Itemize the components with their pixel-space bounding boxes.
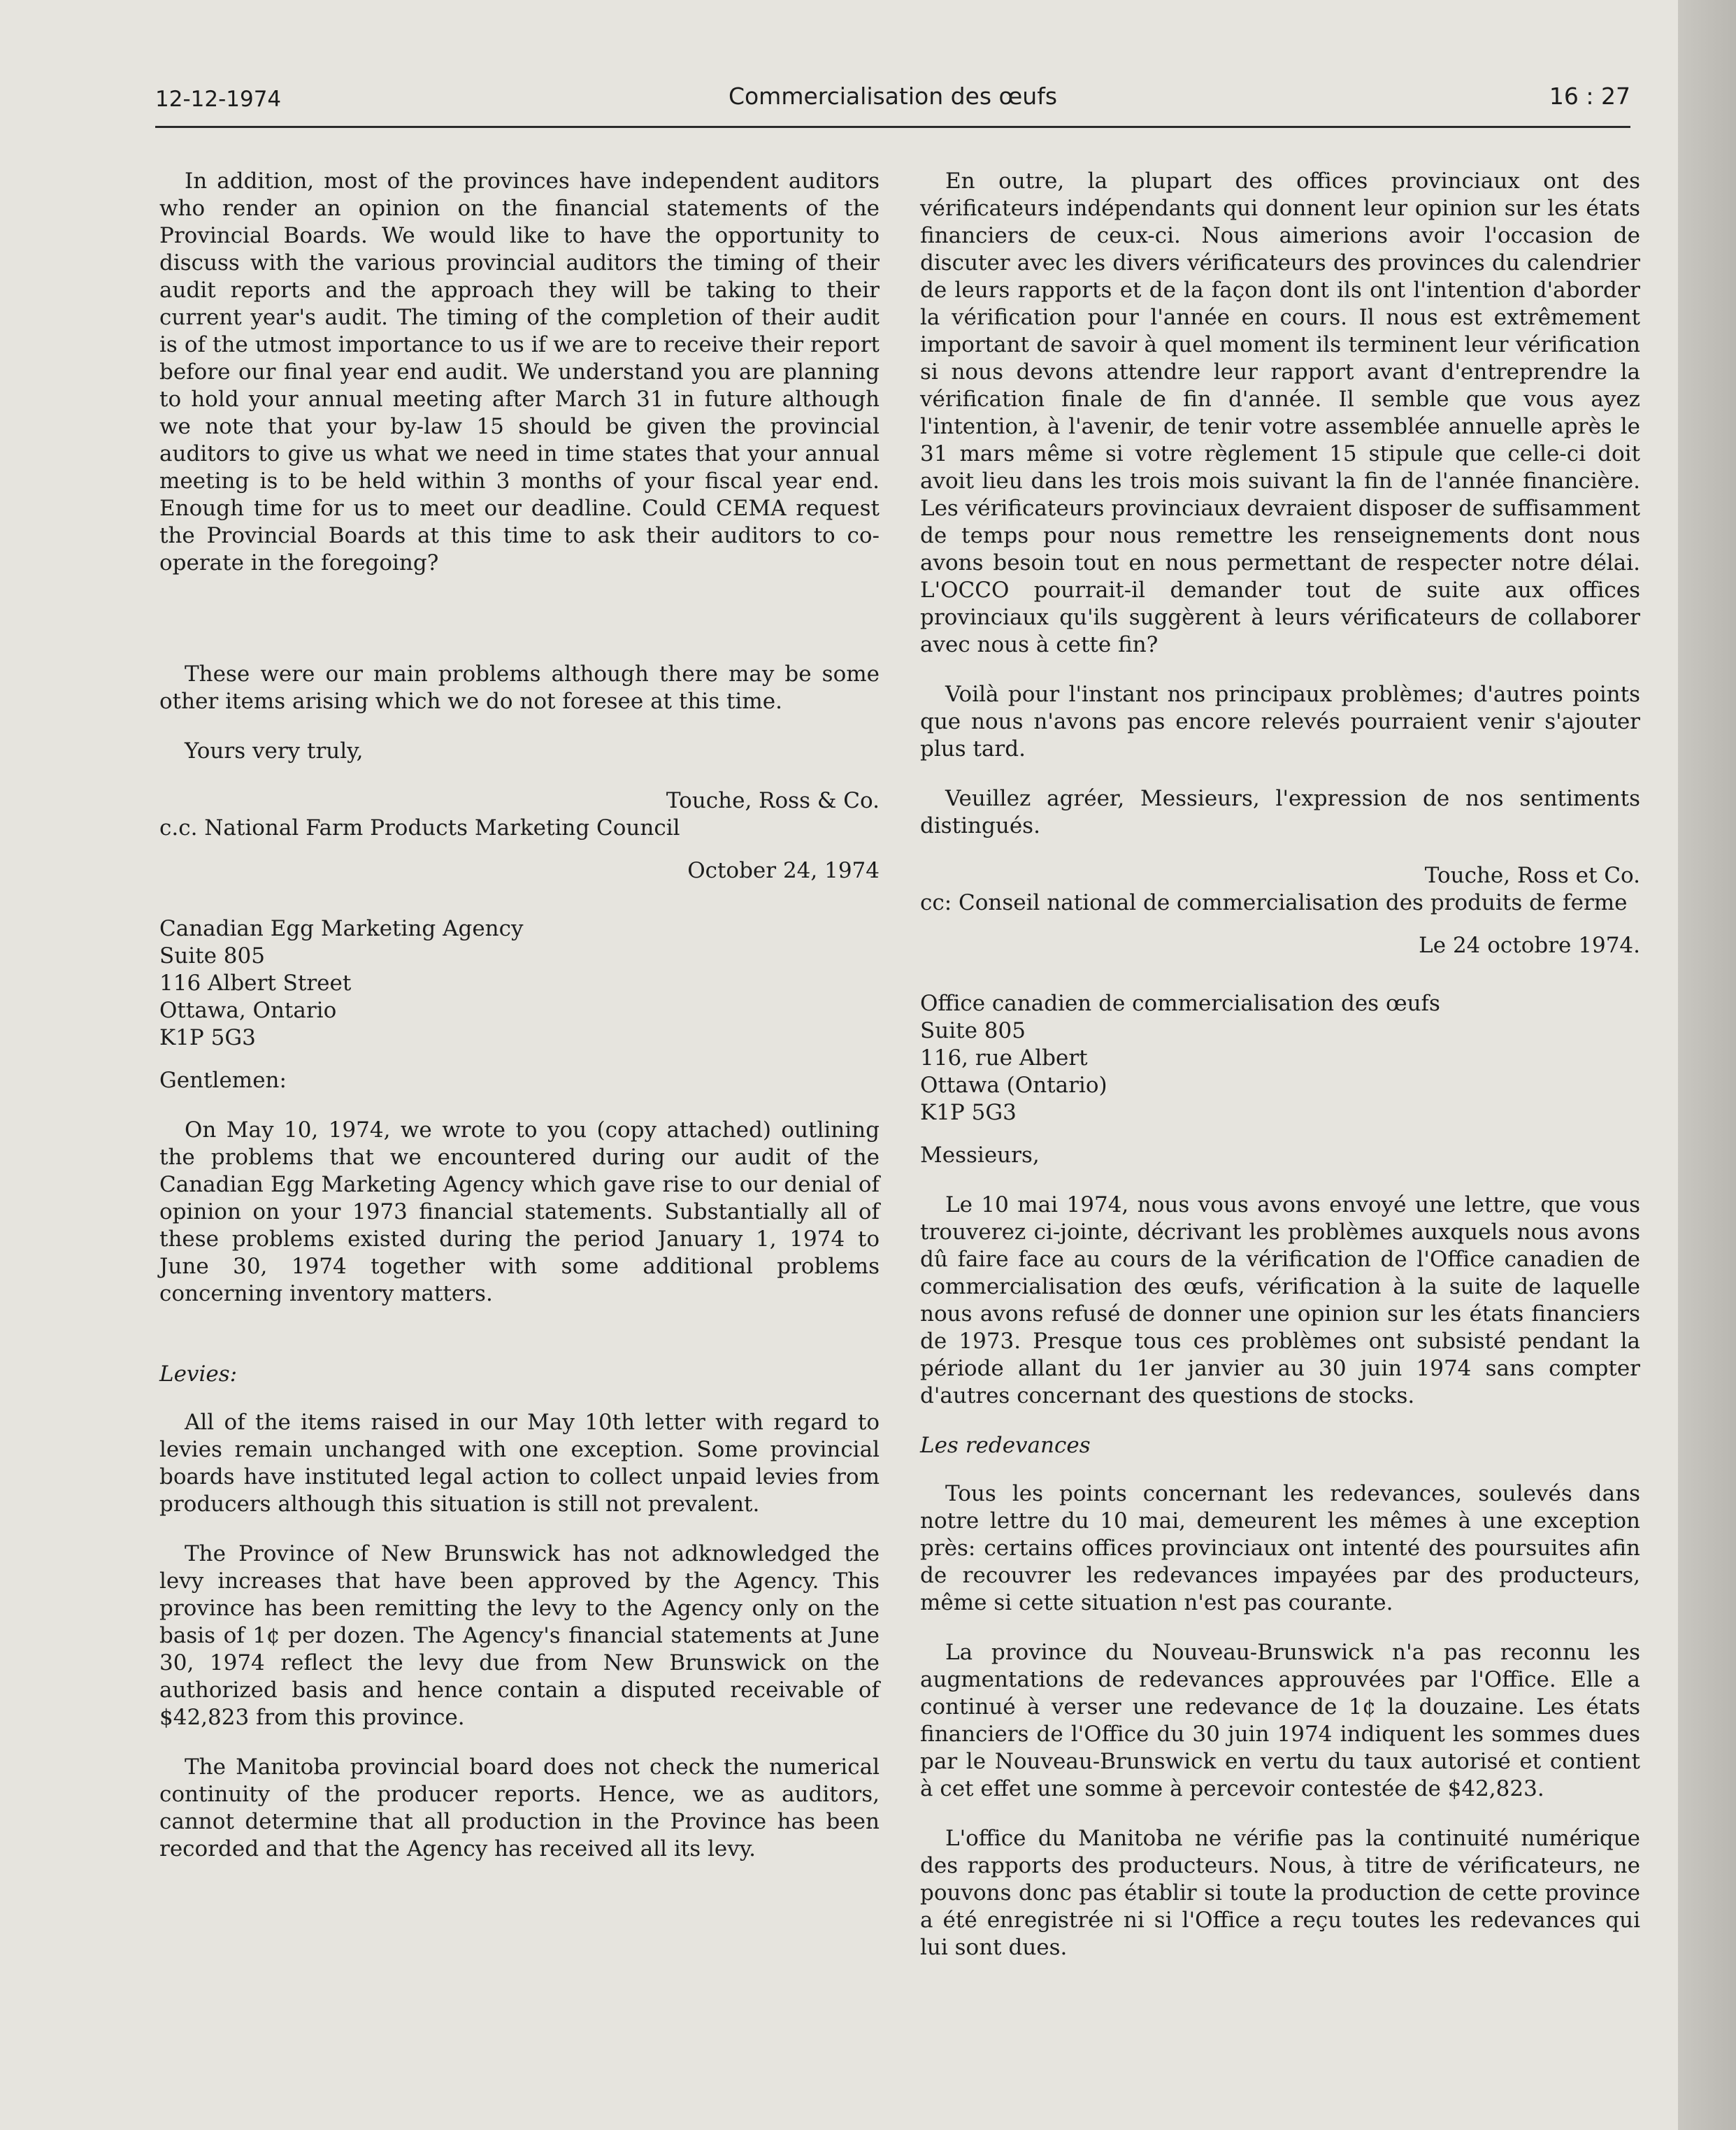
en-signature: Touche, Ross & Co. [666,788,880,813]
fr-address-line: Ottawa (Ontario) [920,1073,1107,1098]
fr-paragraph-audit-timing: En outre, la plupart des offices provinciaux ont des vérificateurs indépendants qui donnent leur opinion sur les états financiers de ceux-ci. Nous aimerions avoir l'occasion de discuter avec les divers vérificateurs des provinces du calendrier de leurs rapports et de la façon dont ils ont l'intention d'aborder la vérification pour l'année en cours. Il nous est extrêmement important de savoir à quel moment ils terminent leur vérification si nous devons attendre leur rapport avant d'entreprendre la vérification finale de fin d'année. Il semble que vous ayez l'intention, à l'avenir, de tenir votre assemblée annuelle après le 31 mars même si votre règlement 15 stipule que celle-ci doit avoit lieu dans les trois mois suivant la fin de l'année financière. Les vérificateurs provinciaux devraient disposer de suffisamment de temps pour nous remettre les renseignements dont nous avons besoin tout en nous permettant de respecter notre délai. L'OCCO pourrait-il demander tout de suite aux offices provinciaux qu'ils suggèrent à leurs vérificateurs de collaborer avec nous à cette fin? [920,169,1640,657]
fr-paragraph-manitoba: L'office du Manitoba ne vérifie pas la continuité numérique des rapports des producteurs. Nous, à titre de vérificateurs, ne pouvons donc pas établir si toute la production de cette province a été enregistrée ni si l'Office a reçu toutes les redevances qui lui sont dues. [920,1826,1640,1960]
french-column [920,168,1640,1984]
fr-paragraph-new-brunswick: La province du Nouveau-Brunswick n'a pas reconnu les augmentations de redevances approuvées par l'Office. Elle a continué à verser une redevance de 1¢ la douzaine. Les états financiers de l'Office du 30 juin 1974 indiquent les sommes dues par le Nouveau-Brunswick en vertu du taux autorisé et contient à cet effet une somme à percevoir contestée de $42,823. [920,1640,1640,1801]
fr-address-line: Suite 805 [920,1018,1026,1043]
spacer [920,959,1640,990]
en-paragraph-levies: All of the items raised in our May 10th letter with regard to levies remain unchanged with one exception. Some provincial boards have instituted legal action to collect unpaid levies from producers although this situation is still not prevalent. [159,1410,880,1517]
fr-letter-date: Le 24 octobre 1974. [1419,933,1640,958]
fr-paragraph-may-letter: Le 10 mai 1974, nous vous avons envoyé une lettre, que vous trouverez ci-jointe, décrivant les problèmes auxquels nous avons dû faire face au cours de la vérification de l'Office canadien de commercialisation des œufs, vérification à la suite de laquelle nous avons refusé de donner une opinion sur les états financiers de 1973. Presque tous ces problèmes ont subsisté pendant la période allant du 1er janvier au 30 juin 1974 sans compter d'autres concernant des questions de stocks. [920,1192,1640,1408]
spacer [159,599,880,661]
fr-paragraph-levies: Tous les points concernant les redevances, soulevés dans notre lettre du 10 mai, demeurent les mêmes à une exception près: certains offices provinciaux ont intenté des poursuites afin de recouvrer les redevances impayées par des producteurs, même si cette situation n'est pas courante. [920,1481,1640,1615]
en-levies-heading: Levies: [159,1361,238,1387]
spacer [159,885,880,915]
en-address-block [159,915,880,1052]
fr-salutation: Messieurs, [920,1143,1040,1168]
en-paragraph-audit-timing: In addition, most of the provinces have independent auditors who render an opinion on the financial statements of the Provincial Boards. We would like to have the opportunity to discuss with the various provincial auditors the timing of their audit reports and the approach they will be taking to their current year's audit. The timing of the completion of their audit is of the utmost importance to us if we are to receive their report before our final year end audit. We understand you are planning to hold your annual meeting after March 31 in future although we note that your by-law 15 should be given the provincial auditors to give us what we need in time states that your annual meeting is to be held within 3 months of your fiscal year end. Enough time for us to meet our deadline. Could CEMA request the Provincial Boards at this time to ask their auditors to co-operate in the foregoing? [159,169,880,576]
spacer [159,1052,880,1067]
fr-address-block [920,990,1640,1127]
fr-signature: Touche, Ross et Co. [1424,863,1640,888]
page-edge [1678,0,1736,2130]
en-letter-date: October 24, 1974 [687,858,880,883]
en-address-line: Ottawa, Ontario [159,998,337,1023]
fr-cc-line: cc: Conseil national de commercialisation des produits de ferme [920,890,1628,915]
fr-closing: Veuillez agréer, Messieurs, l'expression de nos sentiments distingués. [920,786,1640,838]
fr-address-line: K1P 5G3 [920,1100,1017,1125]
en-address-line: 116 Albert Street [159,971,352,996]
en-closing: Yours very truly, [185,738,364,764]
spacer [920,1127,1640,1142]
en-paragraph-may-letter: On May 10, 1974, we wrote to you (copy attached) outlining the problems that we encountered during our audit of the Canadian Egg Marketing Agency which gave rise to our denial of opinion on your 1973 financial statements. Substantially all of these problems existed during the period January 1, 1974 to June 30, 1974 together with some additional problems concerning inventory matters. [159,1117,880,1306]
en-salutation: Gentlemen: [159,1068,287,1093]
fr-address-line: 116, rue Albert [920,1045,1088,1071]
header-date: 12-12-1974 [155,87,282,112]
spacer [159,1330,880,1361]
en-address-line: Suite 805 [159,943,265,968]
en-address-line: Canadian Egg Marketing Agency [159,916,524,941]
en-paragraph-manitoba: The Manitoba provincial board does not check the numerical continuity of the producer reports. Hence, we as auditors, cannot determine that all production in the Province has been recorded and that the Agency has received all its levy. [159,1754,880,1861]
en-address-line: K1P 5G3 [159,1025,256,1050]
en-paragraph-main-problems: These were our main problems although there may be some other items arising which we do not foresee at this time. [159,662,880,714]
fr-levies-heading: Les redevances [920,1433,1091,1458]
en-paragraph-new-brunswick: The Province of New Brunswick has not adknowledged the levy increases that have been approved by the Agency. This province has been remitting the levy to the Agency only on the basis of 1¢ per dozen. The Agency's financial statements at June 30, 1974 reflect the levy due from New Brunswick on the authorized basis and hence contain a disputed receivable of $42,823 from this province. [159,1541,880,1730]
spacer [159,842,880,857]
spacer [920,917,1640,932]
fr-paragraph-main-problems: Voilà pour l'instant nos principaux problèmes; d'autres points que nous n'avons pas encore relevés pourraient venir s'ajouter plus tard. [920,682,1640,762]
en-cc-line: c.c. National Farm Products Marketing Council [159,815,680,841]
fr-address-line: Office canadien de commercialisation des œufs [920,991,1440,1016]
header-title: Commercialisation des œufs [728,83,1058,110]
english-column [159,168,880,1885]
page-number: 16 : 27 [1549,83,1630,110]
page-header [155,83,1630,128]
